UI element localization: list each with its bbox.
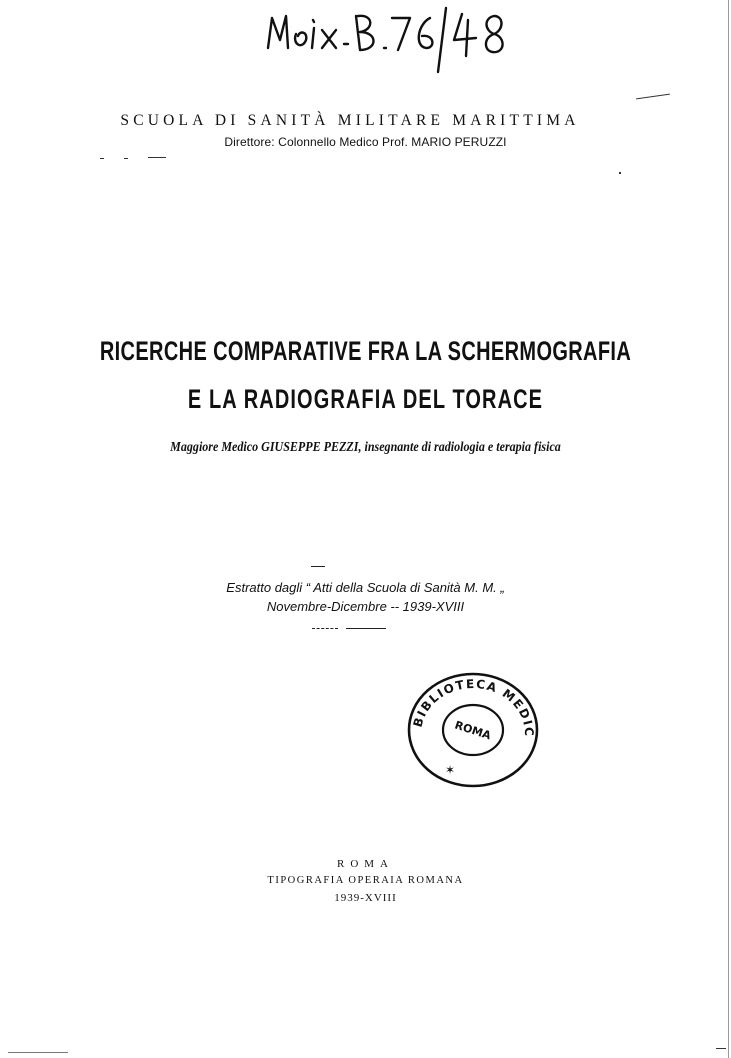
scan-mark xyxy=(619,172,621,174)
director-line: Direttore: Colonnello Medico Prof. MARIO PERUZZI xyxy=(224,135,507,149)
title-line-2: E LA RADIOGRAFIA DEL TORACE xyxy=(187,384,544,414)
library-stamp xyxy=(405,668,541,788)
separator-dash-bottom xyxy=(312,628,338,629)
imprint-publisher: TIPOGRAFIA OPERAIA ROMANA xyxy=(267,875,464,886)
svg-text:BIBLIOTECA MEDICA STATALE: BIBLIOTECA MEDIC xyxy=(410,676,537,738)
school-name: SCUOLA DI SANITÀ MILITARE MARITTIMA xyxy=(120,112,580,129)
page-edge xyxy=(728,0,729,1058)
scan-mark xyxy=(8,1052,68,1053)
imprint-year: 1939-XVIII xyxy=(334,892,397,904)
imprint-city: ROMA xyxy=(336,858,394,870)
scan-mark xyxy=(716,1048,726,1049)
handwritten-shelfmark-drawing xyxy=(262,4,522,76)
extract-line-2: Novembre-Dicembre -- 1939-XVIII xyxy=(266,599,465,614)
extract-line-1: Estratto dagli “ Atti della Scuola di Sanità M. M. „ xyxy=(226,580,505,595)
separator-rule-bottom xyxy=(346,628,386,629)
library-stamp-seal xyxy=(405,668,541,788)
scan-mark xyxy=(124,158,128,159)
separator-rule-top xyxy=(311,566,325,567)
scan-mark xyxy=(148,157,166,158)
title-line-1: RICERCHE COMPARATIVE FRA LA SCHERMOGRAFIA xyxy=(99,336,632,366)
scan-mark xyxy=(636,94,670,100)
author-line: Maggiore Medico GIUSEPPE PEZZI, insegnante di radiologia e terapia fisica xyxy=(170,440,561,455)
handwritten-shelfmark xyxy=(262,4,522,76)
svg-text:✶: ✶ xyxy=(445,763,456,777)
svg-text:ROMA: ROMA xyxy=(453,718,493,743)
scan-mark xyxy=(100,158,104,159)
